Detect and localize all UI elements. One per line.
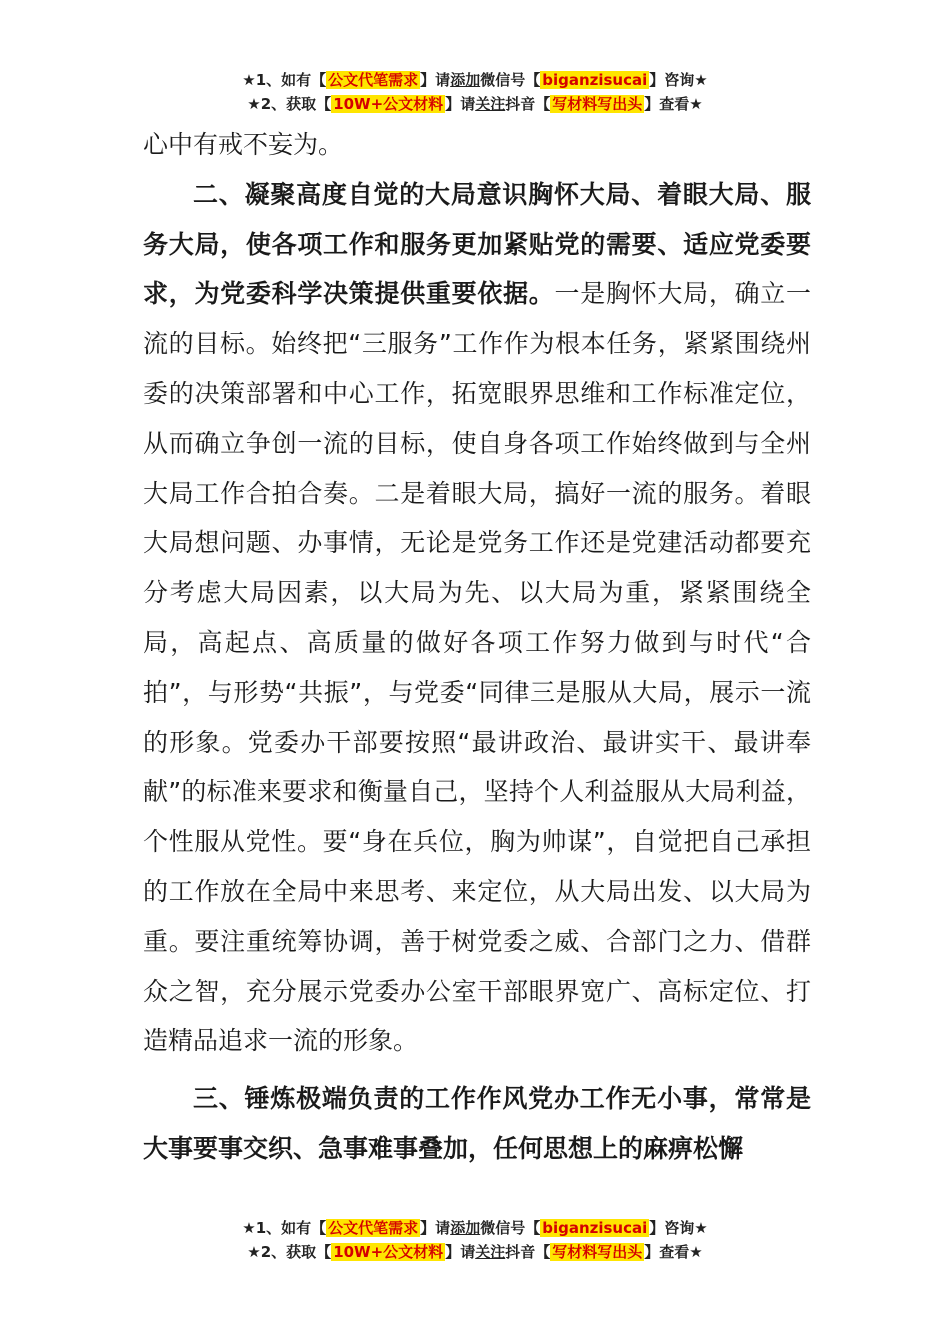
banner-emphasis: 关注 [475, 95, 506, 113]
footer-banner [0, 1216, 950, 1264]
banner-highlight: 10W+公文材料 [333, 1243, 444, 1261]
header-banner [0, 68, 950, 116]
banner-text: ★1、如有【 [242, 71, 327, 89]
paragraph: 心中有戒不妄为。 [143, 130, 344, 159]
banner-line-1 [0, 68, 950, 92]
banner-line-2 [0, 1240, 950, 1264]
section-heading: 二、凝聚高度自觉的大局意识胸怀大局、着眼大局、服务大局，使各项工作和服务更加紧贴党的需要、适应党委要求，为党委科学决策提供重要依据。 [143, 179, 811, 309]
paragraph-text: 一是胸怀大局，确立一流的目标。始终把“三服务”工作作为根本任务，紧紧围绕州委的决策部署和中心工作，拓宽眼界思维和工作标准定位，从而确立争创一流的目标，使自身各项工作始终做到与全州大局工作合拍合奏。二是着眼大局，搞好一流的服务。着眼大局想问题、办事情，无论是党务工作还是党建活动都要充分考虑大局因素，以大局为先、以大局为重，紧紧围绕全局，高起点、高质量的做好各项工作努力做到与时代“合拍”，与形势“共振”，与党委“同律三是服从大局，展示一流的形象。党委办干部要按照“最讲政治、最讲实干、最讲奉献”的标准来要求和衡量自己，坚持个人利益服从大局利益，个性服从党性。要“身在兵位，胸为帅谋”，自觉把自己承担的工作放在全局中来思考、来定位，从大局出发、以大局为重。要注重统筹协调，善于树党委之威、合部门之力、借群众之智，充分展示党委办公室干部眼界宽广、高标定位、打造精品追求一流的形象。 [143, 279, 811, 1056]
banner-line-2 [0, 92, 950, 116]
banner-highlight: 公文代笔需求 [328, 71, 419, 89]
banner-text: ★2、获取【 [247, 1243, 332, 1261]
banner-highlight: 写材料写出头 [552, 95, 643, 113]
banner-emphasis: 添加 [450, 71, 481, 89]
banner-text: 】查看★ [644, 95, 703, 113]
paragraph [143, 1074, 811, 1174]
section-heading: 三、锤炼极端负责的工作作风党办工作无小事，常常是大事要事交织、急事难事叠加，任何思想上的麻痹松懈 [143, 1084, 811, 1163]
banner-highlight: 公文代笔需求 [328, 1219, 419, 1237]
banner-text: 】请 [420, 71, 451, 89]
paragraph [143, 170, 811, 1066]
banner-text: 微信号【 [480, 71, 541, 89]
banner-highlight: 10W+公文材料 [333, 95, 444, 113]
document-body [143, 120, 811, 1174]
banner-text: ★1、如有【 [242, 1219, 327, 1237]
banner-highlight: 写材料写出头 [552, 1243, 643, 1261]
banner-highlight: biganzisucai [542, 71, 648, 89]
banner-text: 】请 [420, 1219, 451, 1237]
banner-line-1 [0, 1216, 950, 1240]
banner-text: 抖音【 [505, 95, 551, 113]
banner-emphasis: 关注 [475, 1243, 506, 1261]
banner-text: 】查看★ [644, 1243, 703, 1261]
banner-text: ★2、获取【 [247, 95, 332, 113]
banner-text: 】请 [445, 95, 476, 113]
banner-text: 】咨询★ [649, 71, 708, 89]
banner-text: 微信号【 [480, 1219, 541, 1237]
banner-emphasis: 添加 [450, 1219, 481, 1237]
banner-text: 抖音【 [505, 1243, 551, 1261]
banner-text: 】咨询★ [649, 1219, 708, 1237]
banner-text: 】请 [445, 1243, 476, 1261]
banner-highlight: biganzisucai [542, 1219, 648, 1237]
